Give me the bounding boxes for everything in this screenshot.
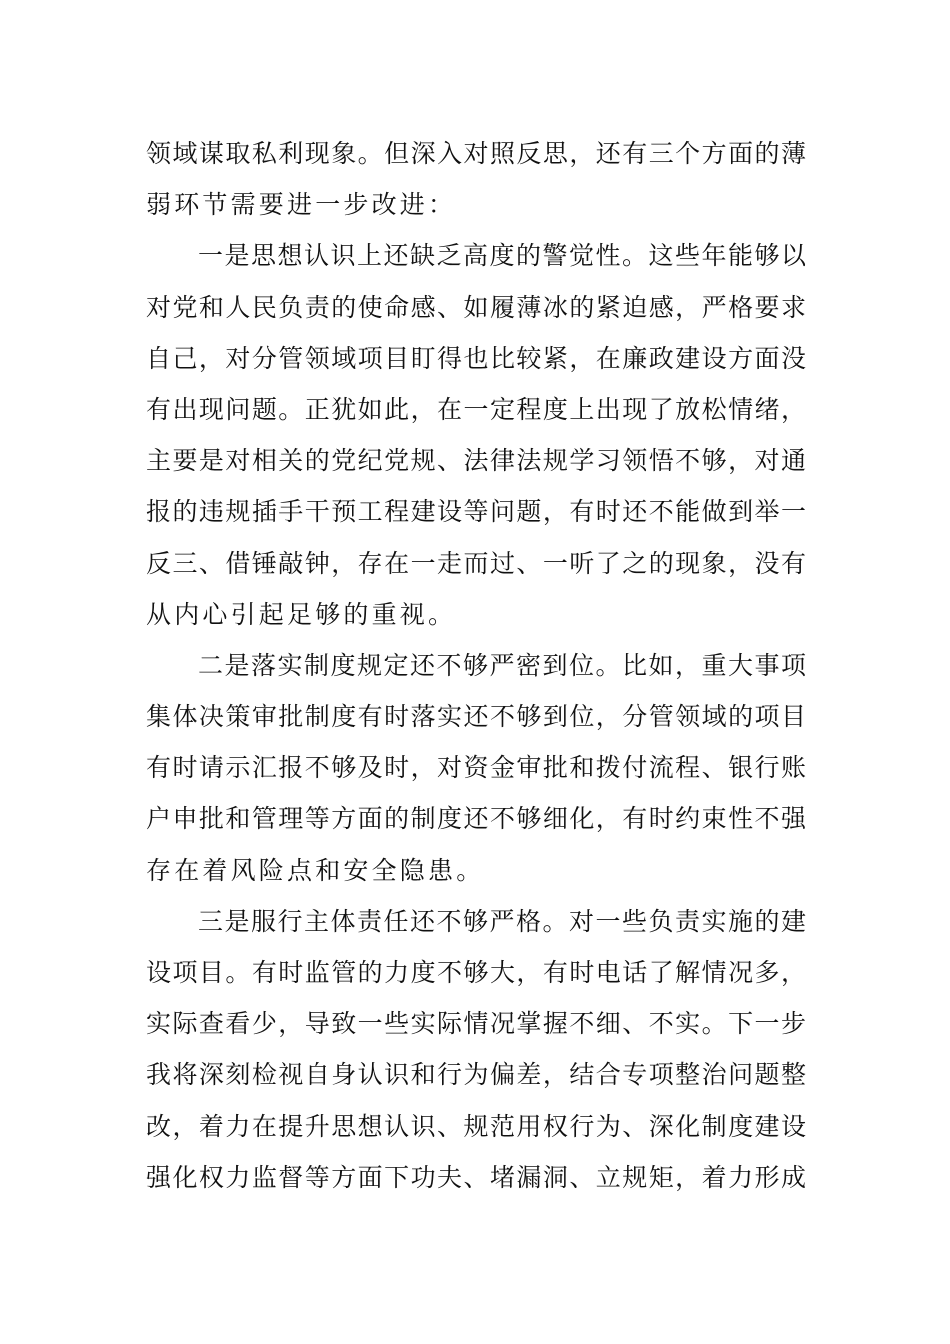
paragraph-first-line: 一是思想认识上还缺乏高度的警觉性。这些年能够以 <box>198 241 806 271</box>
text-line: 强化权力监督等方面下功夫、堵漏洞、立规矩，着力形成 <box>146 1162 806 1192</box>
paragraph-first-line: 二是落实制度规定还不够严密到位。比如，重大事项 <box>198 650 806 680</box>
text-line: 有时请示汇报不够及时，对资金审批和拨付流程、银行账 <box>146 753 806 783</box>
text-line: 自己，对分管领域项目盯得也比较紧，在廉政建设方面没 <box>146 343 806 373</box>
text-line: 集体决策审批制度有时落实还不够到位，分管领域的项目 <box>146 702 806 732</box>
text-line: 反三、借锤敲钟，存在一走而过、一听了之的现象，没有 <box>146 548 806 578</box>
text-line: 领域谋取私利现象。但深入对照反思，还有三个方面的薄 <box>146 139 806 168</box>
document-body <box>146 128 806 1203</box>
text-line: 从内心引起足够的重视。 <box>146 599 457 629</box>
text-line: 我将深刻检视自身认识和行为偏差，结合专项整治问题整 <box>146 1060 806 1090</box>
text-line: 改，着力在提升思想认识、规范用权行为、深化制度建设 <box>146 1111 806 1141</box>
text-line: 有出现问题。正犹如此，在一定程度上出现了放松情绪， <box>146 394 806 424</box>
text-line: 报的违规插手干预工程建设等问题，有时还不能做到举一 <box>146 497 806 527</box>
text-line: 主要是对相关的党纪党规、法律法规学习领悟不够，对通 <box>146 446 806 476</box>
text-line: 弱环节需要进一步改进： <box>146 190 457 220</box>
paragraph-first-line: 三是服行主体责任还不够严格。对一些负责实施的建 <box>198 906 806 936</box>
text-line: 存在着风险点和安全隐患。 <box>146 855 485 885</box>
text-line: 对党和人民负责的使命感、如履薄冰的紧迫感，严格要求 <box>146 292 806 322</box>
text-line: 户申批和管理等方面的制度还不够细化，有时约束性不强 <box>146 804 806 834</box>
text-line: 实际查看少，导致一些实际情况掌握不细、不实。下一步 <box>146 1009 806 1039</box>
text-line: 设项目。有时监管的力度不够大，有时电话了解情况多， <box>146 958 806 987</box>
